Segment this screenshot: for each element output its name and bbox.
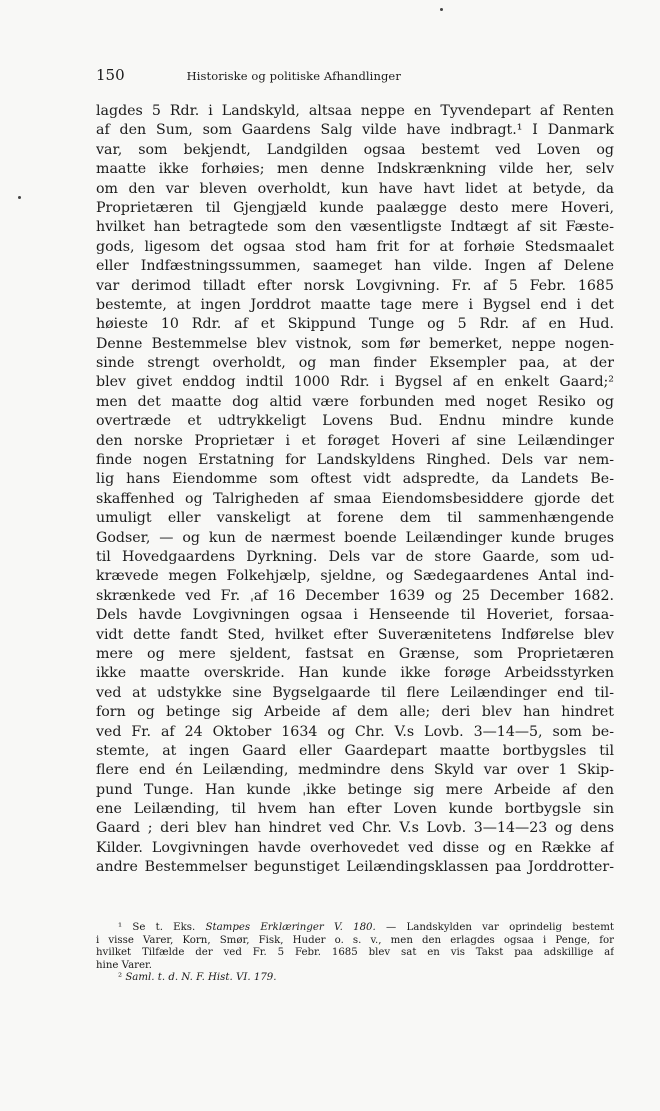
body-text	[96, 102, 614, 878]
body-line: lagdes 5 Rdr. i Landskyld, altsaa neppe en Tyvendepart af Renten	[96, 103, 614, 119]
body-line: Dels havde Lovgivningen ogsaa i Henseende til Hoveriet, forsaa-	[96, 607, 614, 624]
body-line: forn og betinge sig Arbeide af dem alle; deri blev han hindret	[96, 704, 614, 721]
footnote-1-line	[96, 922, 614, 935]
paper-speck	[18, 196, 21, 199]
body-line: men det maatte dog altid være forbunden med noget Resiko og	[96, 393, 614, 410]
body-line: sinde strengt overholdt, og man finder Eksempler paa, at der	[96, 355, 614, 372]
footnote-1-line: hine Varer.	[96, 959, 153, 971]
footnotes	[96, 922, 614, 985]
body-line: eller Indfæstningssummen, saameget han vilde. Ingen af Delene	[96, 258, 614, 275]
body-line: ene Leilænding, til hvem han efter Loven kunde bortbygsle sin	[96, 801, 614, 818]
footnote-2-prefix: ²	[118, 972, 126, 984]
body-line: hvilket han betragtede som den væsentligste Indtægt af sit Fæste-	[96, 219, 614, 236]
body-line: umuligt eller vanskeligt at forene dem til sammenhængende	[96, 510, 614, 527]
body-line: Godser, — og kun de nærmest boende Leilændinger kunde bruges	[96, 529, 614, 546]
footnote-1-text: — Landskylden var oprindelig bestemt	[375, 922, 614, 933]
body-line: flere end én Leilænding, medmindre dens Skyld var over 1 Skip-	[96, 762, 614, 779]
body-line: krævede megen Folkehjælp, sjeldne, og Sædegaardenes Antal ind-	[96, 568, 614, 585]
body-line: finde nogen Erstatning for Landskyldens Ringhed. Dels var nem-	[96, 452, 614, 469]
footnote-1-line: i visse Varer, Korn, Smør, Fisk, Huder o. s. v., men den erlagdes ogsaa i Penge, for	[96, 934, 614, 946]
body-line: ikke maatte overskride. Han kunde ikke forøge Arbeidsstyrken	[96, 665, 614, 682]
body-line: maatte ikke forhøies; men denne Indskrænkning vilde her, selv	[96, 161, 614, 178]
body-line: ved Fr. af 24 Oktober 1634 og Chr. V.s Lovb. 3—14—5, som be-	[96, 723, 614, 740]
body-line: blev givet enddog indtil 1000 Rdr. i Bygsel af en enkelt Gaard;²	[96, 374, 614, 391]
body-line: om den var bleven overholdt, kun have havt lidet at betyde, da	[96, 180, 614, 197]
body-line: andre Bestemmelser begunstiget Leilændingsklassen paa Jorddrotter-	[96, 859, 614, 876]
running-title: Historiske og politiske Afhandlinger	[186, 69, 401, 83]
body-line: den norske Proprietær i et forøget Hoveri af sine Leilændinger	[96, 432, 614, 449]
page-header	[96, 66, 616, 84]
paper-speck	[440, 8, 443, 11]
footnote-1-line: hvilket Tilfælde der ved Fr. 5 Febr. 1685 blev sat en vis Takst paa adskillige af	[96, 947, 614, 959]
footnote-1-prefix: ¹ Se t. Eks.	[118, 922, 206, 933]
body-line: vidt dette fandt Sted, hvilket efter Suverænitetens Indførelse blev	[96, 626, 614, 643]
body-line: mere og mere sjeldent, fastsat en Grænse, som Proprietæren	[96, 645, 614, 662]
page-number: 150	[96, 66, 125, 84]
body-line: skrænkede ved Fr. ˌaf 16 December 1639 og 25 December 1682.	[96, 587, 614, 604]
body-line: af den Sum, som Gaardens Salg vilde have indbragt.¹ I Danmark	[96, 122, 614, 139]
body-line: Kilder. Lovgivningen havde overhovedet ved disse og en Række af	[96, 839, 614, 856]
body-line: stemte, at ingen Gaard eller Gaardepart maatte bortbygsles til	[96, 742, 614, 759]
footnote-2-line	[96, 972, 614, 985]
body-line: Denne Bestemmelse blev vistnok, som før bemerket, neppe nogen-	[96, 335, 614, 352]
body-line: skaffenhed og Talrigheden af smaa Eiendomsbesiddere gjorde det	[96, 490, 614, 507]
body-line: lig hans Eiendomme som oftest vidt adspredte, da Landets Be-	[96, 471, 614, 488]
body-line: pund Tunge. Han kunde ˌikke betinge sig mere Arbeide af den	[96, 781, 614, 798]
body-line: var, som bekjendt, Landgilden ogsaa bestemt ved Loven og	[96, 141, 614, 158]
footnote-2-citation: Saml. t. d. N. F. Hist. VI. 179.	[125, 972, 277, 984]
body-line: gods, ligesom det ogsaa stod ham frit for at forhøie Stedsmaalet	[96, 238, 614, 255]
body-line: bestemte, at ingen Jorddrot maatte tage mere i Bygsel end i det	[96, 296, 614, 313]
body-line: til Hovedgaardens Dyrkning. Dels var de store Gaarde, som ud-	[96, 548, 614, 565]
body-line: Gaard ; deri blev han hindret ved Chr. V.s Lovb. 3—14—23 og dens	[96, 820, 614, 837]
body-line: var derimod tilladt efter norsk Lovgivning. Fr. af 5 Febr. 1685	[96, 277, 614, 294]
body-line: ved at udstykke sine Bygselgaarde til flere Leilændinger end til-	[96, 684, 614, 701]
body-line: høieste 10 Rdr. af et Skippund Tunge og 5 Rdr. af en Hud.	[96, 316, 614, 333]
footnote-1-citation: Stampes Erklæringer V. 180.	[205, 922, 376, 933]
body-line: Proprietæren til Gjengjæld kunde paalægge desto mere Hoveri,	[96, 199, 614, 216]
body-line: overtræde et udtrykkeligt Lovens Bud. Endnu mindre kunde	[96, 413, 614, 430]
